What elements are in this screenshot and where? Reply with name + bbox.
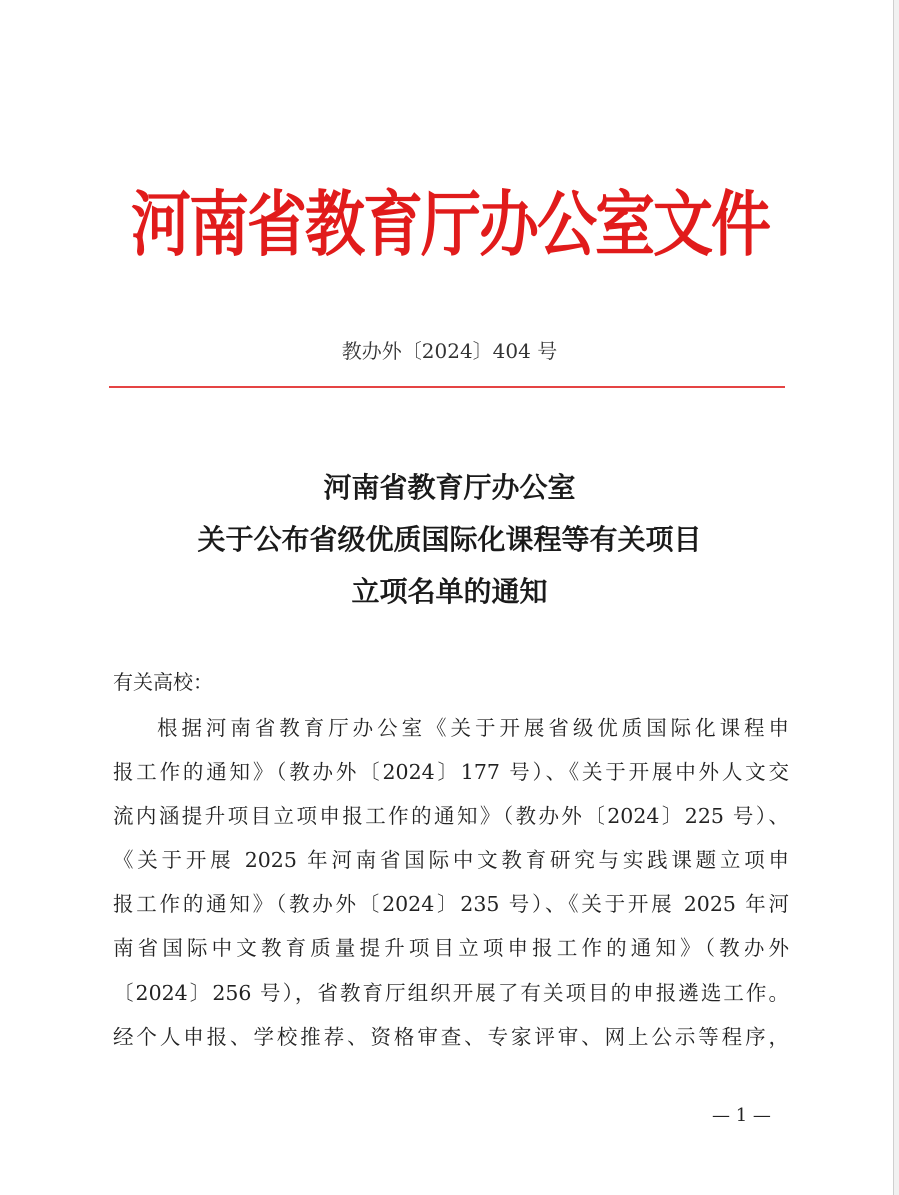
body-line: 报工作的通知》（教办外〔2024〕177 号）、《关于开展中外人文交 (113, 760, 789, 785)
body-line: 根据河南省教育厅办公室《关于开展省级优质国际化课程申 (157, 716, 789, 740)
body-line: 流内涵提升项目立项申报工作的通知》（教办外〔2024〕225 号）、 (113, 804, 789, 829)
document-number: 教办外〔2024〕404 号 (341, 339, 558, 363)
notice-title (0, 462, 899, 618)
title-line: 河南省教育厅办公室 (323, 471, 576, 504)
body-line: 《关于开展 2025 年河南省国际中文教育研究与实践课题立项申 (113, 848, 789, 873)
salutation: 有关高校： (113, 670, 213, 694)
page-number: — 1 — (712, 1105, 771, 1126)
page-edge-shadow (894, 0, 899, 1195)
body-line: 〔2024〕256 号），省教育厅组织开展了有关项目的申报遴选工作。 (113, 980, 789, 1005)
body-line: 南省国际中文教育质量提升项目立项申报工作的通知》（教办外 (113, 936, 789, 961)
title-line: 立项名单的通知 (351, 575, 548, 608)
body-line: 经个人申报、学校推荐、资格审查、专家评审、网上公示等程序， (113, 1024, 789, 1049)
body-paragraph (113, 706, 789, 1059)
body-line: 报工作的通知》（教办外〔2024〕235 号）、《关于开展 2025 年河 (113, 892, 789, 917)
issuer-header-title: 河南省教育厅办公室文件 (131, 183, 769, 267)
red-separator-line (109, 386, 785, 388)
title-line: 关于公布省级优质国际化课程等有关项目 (197, 523, 702, 556)
